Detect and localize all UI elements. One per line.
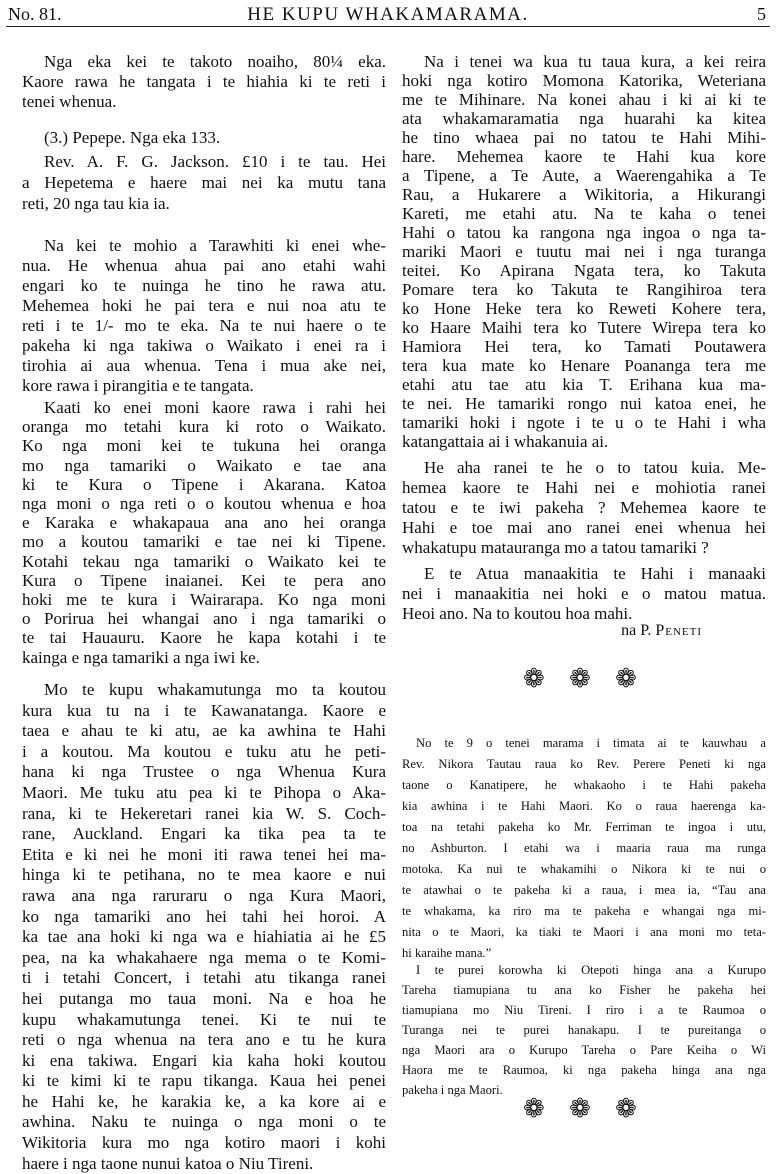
text-line: kore rawa i pirangitia e te tangata.: [22, 376, 254, 395]
news-item-golf: [402, 960, 766, 1100]
text-line: mariki Maori e tuutu mai nei i nga turanga: [402, 242, 766, 261]
text-line: hei putanga mo taua moni. Na e hoa he: [22, 988, 386, 1008]
text-line: reti i te 1/- mo te eka. Na te nui haere o te: [22, 316, 386, 335]
text-line: Kotahi tekau nga tamariki o Waikato kei te: [22, 551, 386, 571]
text-line: te atawhai o te pakeha ki a raua, i mea ia, “Tau ana: [402, 883, 766, 897]
text-line: Tareha tiamupiana tu ana ko Fisher he pakeha hei: [402, 983, 766, 997]
text-line: he tino whaea pai no tatou te Hahi Mihi-: [402, 128, 766, 147]
text-line: nga moni o nga reti o o koutou whenua e hoa: [22, 494, 386, 514]
paragraph-final-word: [22, 680, 386, 1174]
text-line: te tai Hauauru. Kaore he kapa kotahi i te: [22, 628, 386, 648]
text-line: nua. He whenua ahua pai ano etahi wahi: [22, 256, 386, 275]
news-item-preaching-tour: [402, 733, 766, 964]
text-line: nei i manaakitia nei hoki e o matou matua.: [402, 584, 766, 603]
text-line: Kura o Tipene inaianei. Kei te pera ano: [22, 570, 386, 590]
text-line: te nei. He tamariki rongo nui katoa enei, he: [402, 394, 766, 413]
text-line: ki te kimi ki te rapu tikanga. Kaua hei penei: [22, 1071, 386, 1091]
text-line: hoki nga kotiro Momona Katorika, Weteriana: [402, 71, 766, 90]
text-line: tirohia ai aua whenua. Tena i mua ake nei,: [22, 356, 386, 375]
signature-name: Peneti: [655, 622, 702, 639]
text-line: Wikitoria kura mo nga kotiro maori i kohi: [22, 1133, 386, 1153]
text-line: ata whakamaramatia nga huarahi ka kitea: [402, 109, 766, 128]
text-line: i a koutou. Ma koutou e tuku atu he peti-: [22, 741, 386, 761]
text-line: a Tipene, a Te Aute, a Waerengahika a Te: [402, 166, 766, 185]
paragraph-blessing: [402, 564, 766, 624]
text-line: kura kua tu na i te Kawanatanga. Kaore e: [22, 700, 386, 720]
section-heading-pepepe: [22, 128, 386, 148]
text-line: Rau, a Hukarere a Wikitoria, a Hikurangi: [402, 185, 766, 204]
ornament-divider-icon: ❁ ❁ ❁: [523, 1094, 645, 1124]
text-line: Hahi e toe mai ano ranei enei whenua hei: [402, 518, 766, 537]
text-line: tamariki hoki i ngote i te u o te Hahi i wha: [402, 413, 766, 432]
text-line: rawa ana nga raruraru o nga Kura Maori,: [22, 885, 386, 905]
text-line: Hamiora Hei tera, ko Tamati Poutawera: [402, 337, 766, 356]
text-line: ko nga tamariki ano hei tahi hei horoi. A: [22, 906, 386, 926]
text-line: pakeha i nga Maori.: [402, 1083, 503, 1097]
text-line: toa na tetahi pakeha ko Mr. Ferriman te ingoa i utu,: [402, 820, 766, 834]
text-line: etahi atu tae atu kia T. Erihana kua ma-: [402, 375, 766, 394]
paragraph-jackson: [22, 151, 386, 214]
publication-title: HE KUPU WHAKAMARAMA.: [247, 4, 529, 25]
text-line: pea, na ka whakahaere nga mema o te Komi-: [22, 947, 386, 967]
text-line: Na i tenei wa kua tu taua kura, a kei reira: [424, 52, 766, 71]
text-line: ki te Kura o Tipene i Akarana. Katoa: [22, 474, 386, 494]
text-line: nita o te Maori, ka tiaki te Maori i ana moni mo teta-: [402, 925, 766, 939]
text-line: ti i tetahi Concert, i tetahi atu tikanga ranei: [22, 968, 386, 988]
paragraph-church-schools: [402, 52, 766, 451]
text-line: Heoi ano. Na to koutou hoa mahi.: [402, 604, 633, 623]
text-line: a Hepetema e haere mai nei ka mutu tana: [22, 173, 386, 192]
text-line: whakatupu matauranga mo a tatou tamariki ?: [402, 538, 709, 557]
text-line: motoka. Ka nui te whakamihi o Nikora ki te nui o: [402, 862, 766, 876]
issue-number: No. 81.: [8, 4, 62, 24]
signature: [402, 622, 702, 640]
text-line: Rev. Nikora Tautau raua ko Rev. Perere Peneti ki nga: [402, 757, 766, 771]
text-line: me te Mihinare. Na konei ahau i ki ai ki te: [402, 90, 766, 109]
text-line: haere i nga taone nunui katoa o Niu Tireni.: [22, 1153, 314, 1173]
text-line: Kaore rawa he tangata i te hiahia ki te reti i: [22, 72, 386, 91]
text-line: rana, ki te Hekeretari ranei kia W. S. Coch-: [22, 803, 386, 823]
text-line: ko Haare Maihi tera ko Tutere Wirepa tera ko: [402, 318, 766, 337]
text-line: I te purei korowha ki Otepoti hinga ana a Kurupo: [416, 963, 766, 977]
text-line: no Ashburton. I etahi wa i maaria raua ma runga: [402, 841, 766, 855]
text-line: ka tae ana hoki ki nga wa e hiahiatia ai he £5: [22, 927, 386, 947]
text-line: kainga e nga tamariki a nga iwi ke.: [22, 647, 260, 667]
text-line: Etita e ki nei he moni iti rawa tenei hei ma-: [22, 844, 386, 864]
signature-prefix: na P.: [621, 622, 652, 639]
text-line: hemea kaore te Hahi nei e mohiotia ranei: [402, 478, 766, 497]
text-line: tatou e te iwi pakeha ? Mehemea kaore te: [402, 498, 766, 517]
paragraph-kaati: [22, 398, 386, 667]
text-line: kupu whakamutunga tenei. Ki te nui te: [22, 1009, 386, 1029]
text-line: (3.) Pepepe. Nga eka 133.: [44, 128, 221, 147]
text-line: tiamupiana mo Niu Tireni. I riro i a te Raumoa o: [402, 1003, 766, 1017]
text-line: pakeha ki nga takiwa o Waikato i enei ra i: [22, 336, 386, 355]
text-line: He aha ranei te he o to tatou kuia. Me-: [424, 458, 766, 477]
text-line: E te Atua manaakitia te Hahi i manaaki: [424, 564, 766, 583]
paragraph-acreage: [22, 52, 386, 112]
text-line: he Hahi ke, he karakia ke, a ka kore ai e: [22, 1091, 386, 1111]
text-line: tera kua mate ko Henare Poananga tera me: [402, 356, 766, 375]
text-line: te whakama, ka riro ma te pakeha e whangai nga mi-: [402, 904, 766, 918]
text-line: kia awhina i te Hahi Maori. Ko o raua haerenga ka-: [402, 799, 766, 813]
text-line: taea e ahau te ki atu, ae ka awhina te Hahi: [22, 721, 386, 741]
text-line: Ko nga moni kei te tukuna hei oranga: [22, 436, 386, 456]
text-line: tenei whenua.: [22, 92, 117, 111]
text-line: Mo te kupu whakamutunga mo ta koutou: [44, 680, 386, 699]
page-number: 5: [757, 4, 766, 24]
text-line: Na kei te mohio a Tarawhiti ki enei whe-: [44, 236, 386, 255]
text-line: hinga ki te petihana, no te mea kaore e nui: [22, 865, 386, 885]
text-line: nga Maori ara o Kurupo Tareha o Pare Keiha o Wi: [402, 1043, 766, 1057]
text-line: hi karaihe mana.”: [402, 946, 492, 960]
text-line: Turanga nei te purei hanakapu. I te pureitanga o: [402, 1023, 766, 1037]
paragraph-question: [402, 458, 766, 558]
text-line: mo a koutou tamariki e tae nei ki Tipene.: [22, 532, 386, 552]
text-line: reti o nga whenua na tera ano e tu he kura: [22, 1030, 386, 1050]
text-line: reti, 20 nga tau kia ia.: [22, 194, 170, 213]
text-line: ki ena takiwa. Engari kia kaha hoki koutou: [22, 1050, 386, 1070]
text-line: katangattaia ai i whakanuia ai.: [402, 432, 609, 451]
text-line: Hahi o tatou ka rangona nga ingoa o nga ta-: [402, 223, 766, 242]
paragraph-tarawhiti: [22, 236, 386, 396]
text-line: e Karaka e whakapaua ana ano hei oranga: [22, 513, 386, 533]
text-line: hoki me te kura i Wairarapa. Ko nga moni: [22, 590, 386, 610]
text-line: Nga eka kei te takoto noaiho, 80¼ eka.: [44, 52, 386, 71]
text-line: ko Hone Heke tera ko Reweti Kohere tera,: [402, 299, 766, 318]
text-line: Haora me te Raumoa, ki nga pakeha hinga ana nga: [402, 1063, 766, 1077]
text-line: engari ko te nuinga he tino he rawa atu.: [22, 276, 386, 295]
text-line: Kareti, me etahi atu. Na te kaha o tenei: [402, 204, 766, 223]
page-header: [6, 0, 770, 27]
text-line: Pomare tera ko Takuta te Rangihiroa tera: [402, 280, 766, 299]
ornament-divider-icon: ❁ ❁ ❁: [523, 664, 645, 694]
text-line: awhina. Naku te nuinga o nga moni o te: [22, 1112, 386, 1132]
text-line: Kaati ko enei moni kaore rawa i rahi hei: [44, 398, 386, 417]
text-line: Rev. A. F. G. Jackson. £10 i te tau. Hei: [44, 152, 386, 171]
text-line: mo nga tamariki o Waikato e tae ana: [22, 455, 386, 475]
text-line: hare. Mehemea kaore te Hahi kua kore: [402, 147, 766, 166]
text-line: taone o Kanatipere, he whakaoho i te Hahi pakeha: [402, 778, 766, 792]
text-line: No te 9 o tenei marama i timata ai te kauwhau a: [416, 736, 766, 750]
text-line: teitei. Ko Apirana Ngata tera, ko Takuta: [402, 261, 766, 280]
text-line: Mehemea hoki he pai tera e nui noa atu te: [22, 296, 386, 315]
text-line: oranga mo tetahi kura ki roto o Waikato.: [22, 417, 386, 437]
text-line: hana ki nga Trustee o nga Whenua Kura: [22, 762, 386, 782]
text-line: Maori. Me tuku atu pea ki te Pihopa o Aka-: [22, 782, 386, 802]
text-line: rane, Auckland. Engari ka tika pea ta te: [22, 824, 386, 844]
text-line: o Porirua hei whangai ano i nga tamariki o: [22, 609, 386, 629]
